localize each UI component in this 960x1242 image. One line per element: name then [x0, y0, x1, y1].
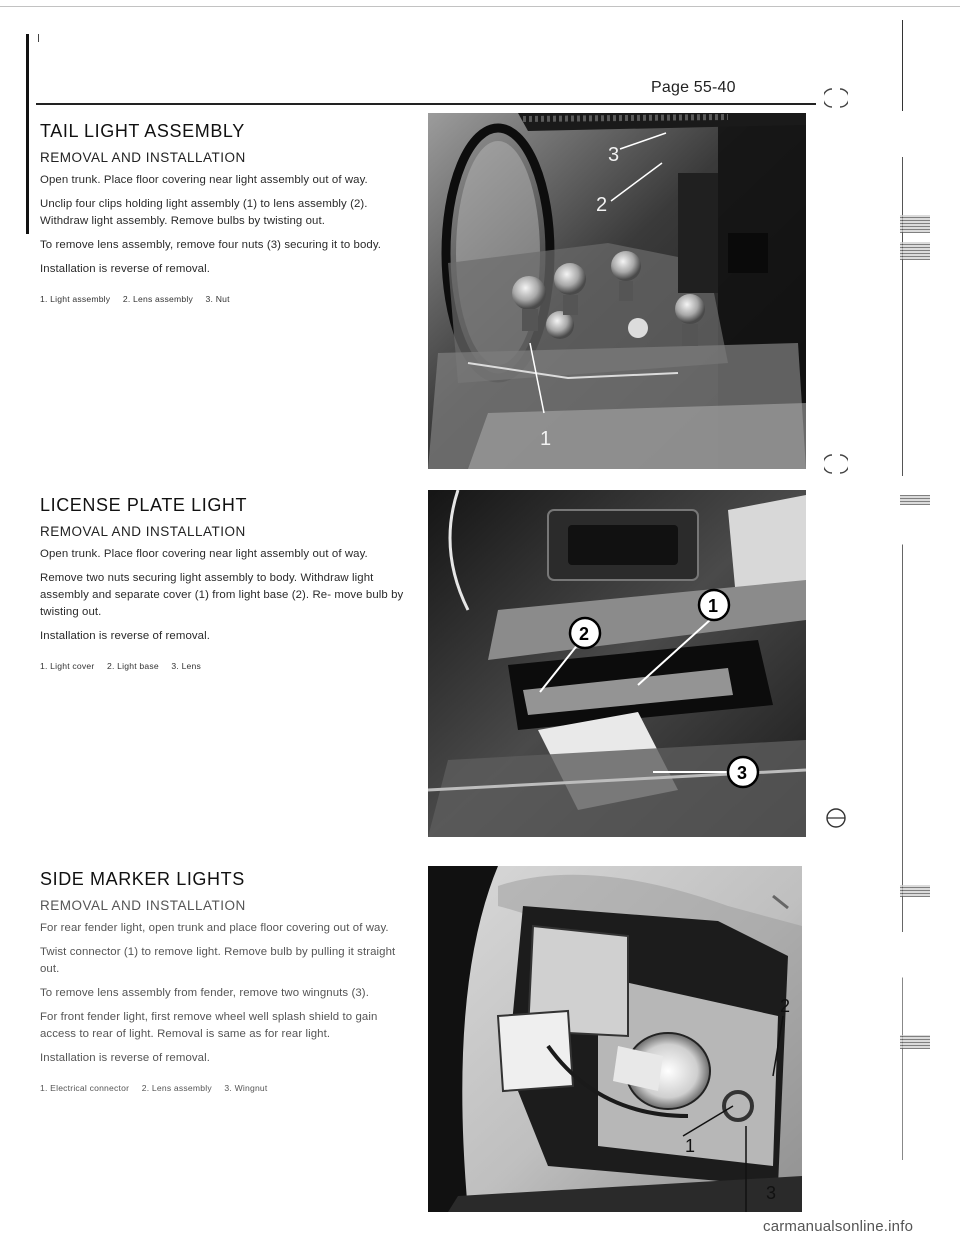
watermark: carmanualsonline.info [763, 1218, 914, 1235]
scan-edge-line [0, 6, 960, 7]
instruction-paragraph: Twist connector (1) to remove light. Remove bulb by pulling it straight out. [40, 946, 396, 975]
instruction-paragraph: To remove lens assembly, remove four nuts (3) securing it to body. [40, 239, 382, 251]
license-plate-light-photo [428, 490, 806, 837]
binding-margin-tick [38, 34, 39, 42]
scan-artifact [900, 885, 930, 897]
caption-item: 1. Electrical connector [40, 1083, 130, 1093]
header-rule [36, 103, 816, 105]
callout-label: 2 [596, 194, 608, 216]
instruction-paragraph: Installation is reverse of removal. [40, 1052, 210, 1064]
section-side-marker-lights [40, 869, 406, 1093]
section-subtitle: REMOVAL AND INSTALLATION [40, 898, 246, 913]
callout-label: 3 [737, 763, 748, 783]
side-marker-photo [428, 866, 802, 1212]
callout-label: 2 [579, 624, 590, 644]
instruction-paragraph: Installation is reverse of removal. [40, 630, 210, 642]
caption-item: 3. Wingnut [224, 1083, 268, 1093]
callout-label: 2 [780, 996, 791, 1016]
callout-label: 3 [608, 144, 620, 166]
instruction-paragraph: Open trunk. Place floor covering near light assembly out of way. [40, 548, 368, 560]
tail-light-photo [428, 113, 806, 469]
figure-caption [40, 294, 406, 304]
instruction-paragraph: Open trunk. Place floor covering near light assembly out of way. [40, 174, 368, 186]
instruction-paragraph: Remove two nuts securing light assembly to body. Withdraw light assembly and separate cover (1) from light base (2). Re- move bulb by twisting out. [40, 572, 404, 618]
page-number: Page 55-40 [651, 79, 736, 96]
section-license-plate-light [40, 495, 406, 671]
section-tail-light [40, 121, 406, 304]
caption-item: 2. Lens assembly [122, 294, 193, 304]
instruction-paragraph: Installation is reverse of removal. [40, 263, 210, 275]
figure-caption [40, 1083, 406, 1093]
section-subtitle: REMOVAL AND INSTALLATION [40, 150, 246, 165]
scan-right-edge [900, 20, 910, 1160]
scan-artifact [900, 495, 930, 505]
scan-artifact [900, 242, 930, 260]
caption-item: 3. Lens [171, 661, 202, 671]
figure-caption [40, 661, 406, 671]
callout-label: 1 [540, 428, 552, 450]
callout-label: 3 [766, 1183, 777, 1203]
instruction-paragraph: For rear fender light, open trunk and place floor covering out of way. [40, 922, 389, 934]
section-title: TAIL LIGHT ASSEMBLY [40, 121, 245, 141]
instruction-paragraph: To remove lens assembly from fender, remove two wingnuts (3). [40, 987, 369, 999]
instruction-paragraph: For front fender light, first remove wheel well splash shield to gain access to rear of light. Removal is same as for rear light. [40, 1011, 378, 1040]
caption-item: 2. Light base [107, 661, 159, 671]
scan-artifact [900, 1035, 930, 1049]
callout-label: 1 [708, 596, 719, 616]
binding-margin-bar [26, 34, 29, 234]
section-title: LICENSE PLATE LIGHT [40, 495, 248, 515]
binder-hole-icon [824, 452, 848, 476]
binder-hole-icon [824, 86, 848, 110]
section-subtitle: REMOVAL AND INSTALLATION [40, 524, 246, 539]
scan-edge-line [902, 20, 903, 1160]
caption-item: 1. Light cover [40, 661, 95, 671]
instruction-paragraph: Unclip four clips holding light assembly (1) to lens assembly (2). Withdraw light assembly. Remove bulbs by twisting out. [40, 198, 368, 227]
callout-label: 1 [685, 1136, 696, 1156]
section-title: SIDE MARKER LIGHTS [40, 869, 245, 889]
caption-item: 1. Light assembly [40, 294, 111, 304]
caption-item: 3. Nut [205, 294, 230, 304]
binder-hole-icon [824, 806, 848, 830]
scan-artifact [900, 215, 930, 233]
caption-item: 2. Lens assembly [141, 1083, 212, 1093]
